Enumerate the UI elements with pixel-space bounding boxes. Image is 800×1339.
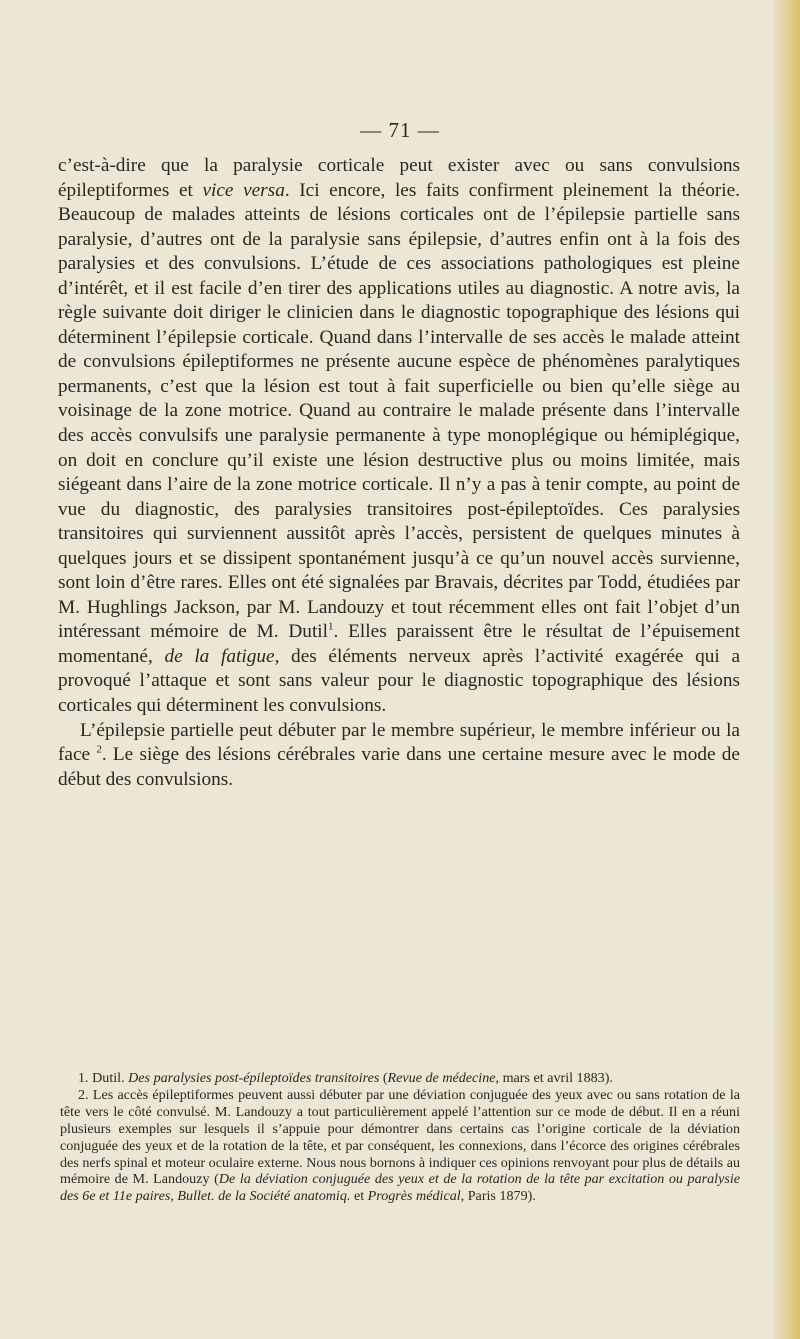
footnote-1-mid: ( bbox=[379, 1070, 388, 1086]
footnote-2-italic-1: De la déviation conjuguée des yeux et de la rotation de la tête par excitation ou paralysie des 6e et 11e paires bbox=[60, 1171, 741, 1205]
footnote-2-italic-3: Progrès médical bbox=[367, 1188, 461, 1205]
footnote-1-title: Des paralysies post-épileptoïdes transitoires bbox=[128, 1070, 380, 1086]
paragraph-1-text-3: . Elles paraissent être le résultat de l’épuisement momentané, bbox=[58, 621, 740, 667]
footnote-2-text-4: , Paris 1879). bbox=[460, 1188, 536, 1205]
page-edge bbox=[774, 0, 800, 1339]
footnote-2-italic-2: Bullet. de la Société anatomiq. bbox=[177, 1188, 351, 1205]
paragraph-1 bbox=[58, 154, 740, 719]
paragraph-1-italic-2: de la fatigue bbox=[164, 645, 275, 667]
paragraph-2 bbox=[58, 719, 740, 793]
paragraph-1-italic-1: vice versa bbox=[202, 179, 285, 201]
page-number: — 71 — bbox=[360, 118, 440, 142]
footnote-2 bbox=[60, 1087, 740, 1205]
footnote-2-text-3: et bbox=[350, 1188, 368, 1205]
paragraph-1-text-4: , des éléments nerveux après l’activité exagérée qui a provoqué l’attaque et sont sans valeur pour le diagnostic topographique des lésions corticales qui déterminent les convulsions. bbox=[58, 645, 741, 717]
footnote-2-text-2: , bbox=[170, 1188, 178, 1205]
paragraph-1-text-1: c’est-à-dire que la paralysie corticale peut exister avec ou sans convulsions épileptiformes et bbox=[58, 155, 740, 201]
paragraph-2-text-2: . Le siège des lésions cérébrales varie dans une certaine mesure avec le mode de début des convulsions. bbox=[58, 744, 740, 790]
footnote-marker-2: 2 bbox=[96, 743, 102, 756]
footnotes bbox=[60, 1070, 740, 1205]
footnote-2-text-1: 2. Les accès épileptiformes peuvent aussi débuter par une déviation conjuguée des yeux avec ou sans rotation de la tête vers le côté convulsé. M. Landouzy a tout particulièrement appelé l’attention sur ce mode de début. Il en a réuni plusieurs exemples sur lesquels il s’appuie pour démontrer dans certains cas l’origine corticale de la déviation conjuguée des yeux et de la rotation de la tête, et par conséquent, les connexions, dans l’écorce des origines cérébrales des nerfs spinal et moteur oculaire externe. Nous nous bornons à indiquer ces opinions renvoyant pour plus de détails au mémoire de M. Landouzy ( bbox=[60, 1086, 740, 1188]
footnote-marker-1: 1 bbox=[328, 620, 334, 633]
footnote-1-lead: 1. Dutil. bbox=[78, 1070, 129, 1086]
footnote-1-tail: , mars et avril 1883). bbox=[495, 1070, 613, 1086]
paragraph-1-text-2: . Ici encore, les faits confirment pleinement la théorie. Beaucoup de malades atteints de lésions corticales ont de l’épilepsie partielle sans paralysie, d’autres ont de la paralysie sans épilepsie, d’autres enfin ont à la fois des paralysies et des convulsions. L’étude de ces associations pathologiques est pleine d’intérêt, et il est facile d’en tirer des applications utiles au diagnostic. A notre avis, la règle suivante doit diriger le clinicien dans le diagnostic topographique des lésions qui déterminent l’épilepsie corticale. Quand dans l’intervalle de ses accès le malade atteint de convulsions épileptiformes ne présente aucune espèce de phénomènes paralytiques permanents, c’est que la lésion est tout à fait superficielle ou bien qu’elle siège au voisinage de la zone motrice. Quand au contraire le malade présente dans l’intervalle des accès convulsifs une paralysie permanente à type monoplégique ou hémiplégique, on doit en conclure qu’il existe une lésion destructive plus ou moins limitée, mais siégeant dans l’aire de la zone motrice corticale. Il n’y a pas à tenir compte, au point de vue du diagnostic, des paralysies transitoires post-épileptoïdes. Ces paralysies transitoires qui surviennent aussitôt après l’accès, persistent de quelques minutes à quelques jours et se dissipent spontanément jusqu’à ce qu’un nouvel accès survienne, sont loin d’être rares. Elles ont été signalées par Bravais, décrites par Todd, étudiées par M. Hughlings Jackson, par M. Landouzy et tout récemment elles ont fait l’objet d’un intéressant mémoire de M. Dutil bbox=[58, 179, 740, 643]
footnote-1-journal: Revue de médecine bbox=[387, 1070, 496, 1086]
paragraph-2-text-1: L’épilepsie partielle peut débuter par le membre supérieur, le membre inférieur ou la face bbox=[58, 719, 740, 766]
footnote-1 bbox=[60, 1070, 740, 1087]
main-text bbox=[58, 154, 740, 792]
